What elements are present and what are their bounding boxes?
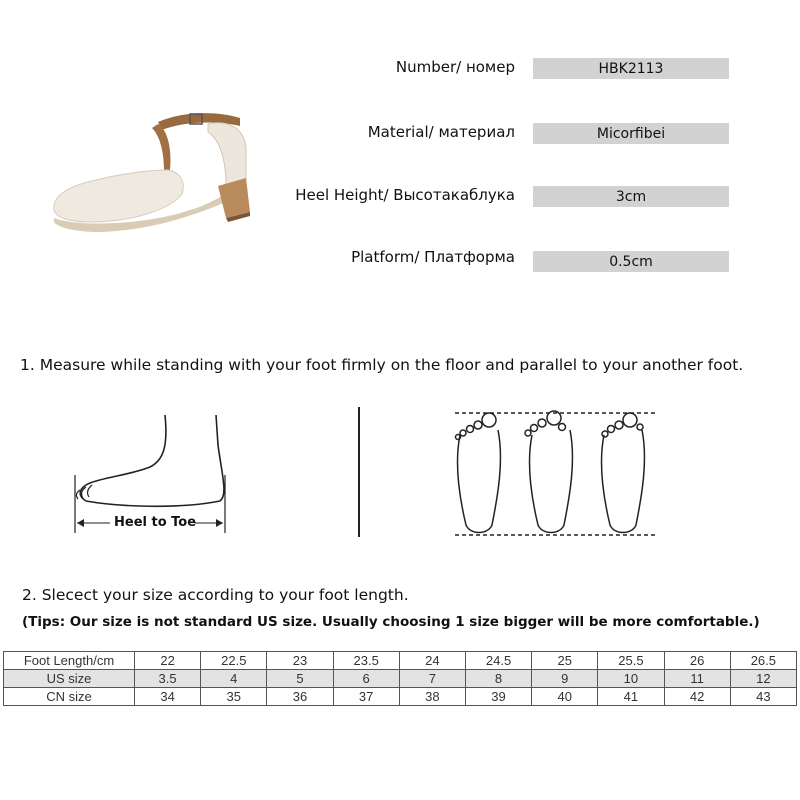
table-cell: 35 [201, 688, 267, 706]
product-shoe-image [40, 60, 270, 280]
row-header: US size [4, 670, 135, 688]
table-cell: 10 [598, 670, 664, 688]
size-selection-heading: 2. Slecect your size according to your foot length. [22, 586, 409, 604]
table-cell: 23 [267, 652, 333, 670]
heel-to-toe-label: Heel to Toe [114, 515, 197, 530]
table-cell: 41 [598, 688, 664, 706]
measure-instruction-heading: 1. Measure while standing with your foot firmly on the floor and parallel to your another foot. [20, 356, 744, 374]
table-cell: 25.5 [598, 652, 664, 670]
table-cell: 37 [333, 688, 399, 706]
table-cell: 38 [399, 688, 465, 706]
table-cell: 39 [465, 688, 531, 706]
table-cell: 34 [135, 688, 201, 706]
table-cell: 26 [664, 652, 730, 670]
table-cell: 7 [399, 670, 465, 688]
spec-number-value: HBK2113 [533, 58, 729, 79]
table-cell: 43 [730, 688, 796, 706]
us-size-row [4, 670, 797, 688]
table-cell: 22.5 [201, 652, 267, 670]
table-cell: 6 [333, 670, 399, 688]
table-cell: 42 [664, 688, 730, 706]
spec-heel-height-label: Heel Height/ Высотакаблука [295, 186, 515, 204]
table-cell: 11 [664, 670, 730, 688]
spec-number-label: Number/ номер [395, 58, 515, 76]
spec-material-label: Material/ материал [367, 123, 515, 141]
diagram-divider [358, 407, 360, 537]
table-cell: 24.5 [465, 652, 531, 670]
table-cell: 36 [267, 688, 333, 706]
spec-material-value: Micorfibei [533, 123, 729, 144]
spec-platform-value: 0.5cm [533, 251, 729, 272]
table-cell: 12 [730, 670, 796, 688]
spec-heel-height-value: 3cm [533, 186, 729, 207]
spec-platform-label: Platform/ Платформа [351, 248, 515, 266]
table-cell: 24 [399, 652, 465, 670]
size-tip: (Tips: Our size is not standard US size. Usually choosing 1 size bigger will be more comfortable.) [22, 614, 760, 630]
table-cell: 8 [465, 670, 531, 688]
table-cell: 22 [135, 652, 201, 670]
table-cell: 3.5 [135, 670, 201, 688]
row-header: Foot Length/cm [4, 652, 135, 670]
table-cell: 9 [532, 670, 598, 688]
cn-size-row [4, 688, 797, 706]
table-cell: 26.5 [730, 652, 796, 670]
table-cell: 25 [532, 652, 598, 670]
foot-length-row [4, 652, 797, 670]
table-cell: 4 [201, 670, 267, 688]
row-header: CN size [4, 688, 135, 706]
table-cell: 5 [267, 670, 333, 688]
top-view-feet-diagram [440, 405, 670, 540]
table-cell: 23.5 [333, 652, 399, 670]
table-cell: 40 [532, 688, 598, 706]
size-chart-table [3, 651, 797, 706]
